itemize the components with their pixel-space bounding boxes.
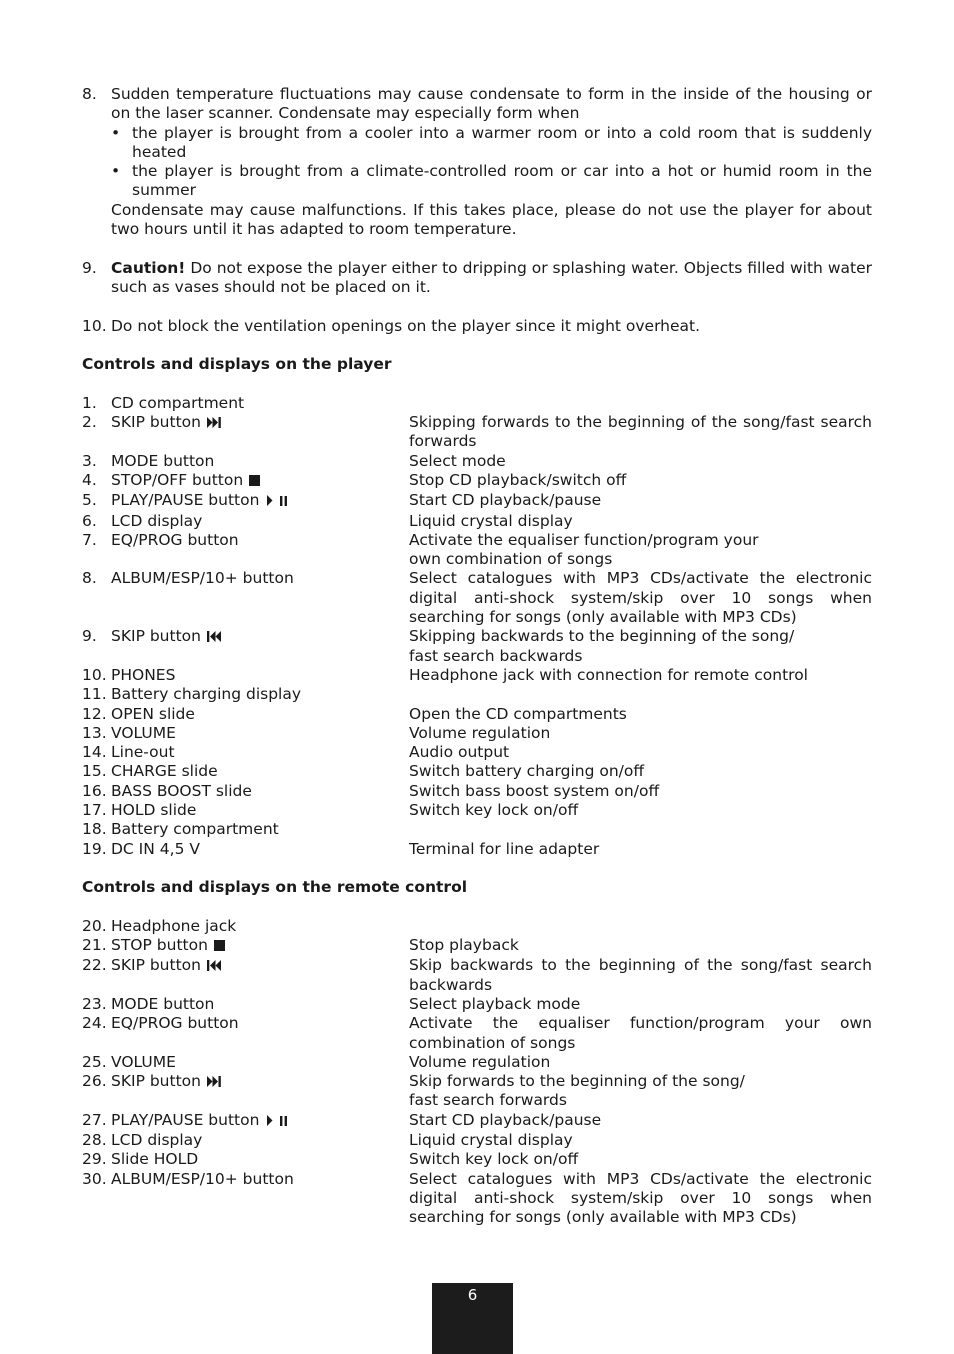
control-row bbox=[82, 1053, 872, 1072]
control-label bbox=[82, 413, 409, 452]
control-description: Switch key lock on/off bbox=[409, 800, 579, 819]
item-followup-text: Condensate may cause malfunctions. If this takes place, please do not use the player for about two hours until it has adapted to room temperature. bbox=[111, 200, 872, 239]
control-number: 13. bbox=[82, 723, 107, 742]
control-row bbox=[82, 471, 872, 491]
control-name-text: MODE button bbox=[111, 994, 215, 1013]
control-number: 9. bbox=[82, 627, 97, 646]
control-number: 12. bbox=[82, 704, 107, 723]
control-name bbox=[111, 531, 239, 570]
control-name bbox=[111, 491, 289, 511]
control-number: 7. bbox=[82, 530, 97, 549]
control-row bbox=[82, 724, 872, 743]
control-number: 26. bbox=[82, 1072, 107, 1091]
control-description bbox=[409, 820, 872, 839]
item-content bbox=[111, 85, 872, 239]
control-name bbox=[111, 1150, 198, 1169]
item-text: Do not block the ventilation openings on the player since it might overheat. bbox=[111, 316, 701, 335]
control-name bbox=[111, 627, 221, 666]
control-name-text: PLAY/PAUSE button bbox=[111, 1110, 260, 1129]
control-name bbox=[111, 762, 218, 781]
control-row bbox=[82, 531, 872, 570]
bullet-icon: • bbox=[111, 123, 121, 142]
control-description: Skipping forwards to the beginning of the song/fast search forwards bbox=[409, 413, 872, 451]
control-name-text: SKIP button bbox=[111, 956, 201, 975]
control-name bbox=[111, 801, 196, 820]
control-description bbox=[409, 685, 872, 704]
stop-icon bbox=[214, 937, 225, 956]
control-label bbox=[82, 782, 409, 801]
control-row bbox=[82, 1072, 872, 1111]
control-name-text: Battery compartment bbox=[111, 820, 279, 839]
item-number: 10. bbox=[82, 316, 107, 335]
control-row bbox=[82, 840, 872, 859]
control-number: 30. bbox=[82, 1169, 107, 1188]
control-label bbox=[82, 627, 409, 666]
control-description: Switch battery charging on/off bbox=[409, 762, 645, 781]
control-label bbox=[82, 531, 409, 570]
control-row bbox=[82, 705, 872, 724]
control-row bbox=[82, 782, 872, 801]
control-row bbox=[82, 820, 872, 839]
control-number: 22. bbox=[82, 956, 107, 975]
control-name bbox=[111, 512, 202, 531]
play-pause-icon bbox=[265, 492, 289, 511]
control-number: 8. bbox=[82, 569, 97, 588]
control-name-text: BASS BOOST slide bbox=[111, 781, 252, 800]
control-description: Headphone jack with connection for remote control bbox=[409, 665, 808, 684]
control-label bbox=[82, 1150, 409, 1169]
control-name-text: Headphone jack bbox=[111, 916, 237, 935]
remote-controls-heading: Controls and displays on the remote control bbox=[82, 878, 468, 897]
control-label bbox=[82, 705, 409, 724]
control-number: 25. bbox=[82, 1052, 107, 1071]
control-label bbox=[82, 471, 409, 491]
control-description bbox=[409, 394, 872, 413]
control-row bbox=[82, 491, 872, 511]
control-description: Terminal for line adapter bbox=[409, 839, 600, 858]
control-label bbox=[82, 956, 409, 995]
control-name-text: Line-out bbox=[111, 743, 175, 762]
remote-controls-list bbox=[82, 917, 872, 1228]
control-description: Volume regulation bbox=[409, 723, 551, 742]
control-name bbox=[111, 471, 260, 491]
control-number: 10. bbox=[82, 665, 107, 684]
skip-back-icon bbox=[207, 628, 221, 647]
control-name-text: SKIP button bbox=[111, 413, 201, 432]
skip-forward-icon bbox=[207, 414, 221, 433]
control-description bbox=[409, 917, 872, 936]
control-label bbox=[82, 685, 409, 704]
control-name-text: Battery charging display bbox=[111, 685, 302, 704]
item-content bbox=[111, 259, 872, 298]
control-label bbox=[82, 801, 409, 820]
control-description: Volume regulation bbox=[409, 1052, 551, 1071]
control-row bbox=[82, 512, 872, 531]
control-number: 18. bbox=[82, 820, 107, 839]
control-label bbox=[82, 394, 409, 413]
control-label bbox=[82, 569, 409, 627]
control-name-text: STOP/OFF button bbox=[111, 470, 244, 489]
control-row bbox=[82, 1131, 872, 1150]
control-row bbox=[82, 743, 872, 762]
control-number: 11. bbox=[82, 685, 107, 704]
control-label bbox=[82, 743, 409, 762]
control-number: 1. bbox=[82, 393, 97, 412]
stop-icon bbox=[249, 472, 260, 491]
control-name bbox=[111, 685, 301, 704]
control-name bbox=[111, 1170, 294, 1228]
control-name bbox=[111, 936, 225, 956]
control-description: Open the CD compartments bbox=[409, 704, 627, 723]
control-name-text: PHONES bbox=[111, 665, 176, 684]
control-label bbox=[82, 840, 409, 859]
control-row bbox=[82, 413, 872, 452]
control-number: 17. bbox=[82, 800, 107, 819]
control-description: Start CD playback/pause bbox=[409, 1110, 602, 1129]
control-description: Liquid crystal display bbox=[409, 511, 573, 530]
control-name bbox=[111, 1131, 202, 1150]
control-number: 6. bbox=[82, 511, 97, 530]
control-number: 19. bbox=[82, 839, 107, 858]
control-label bbox=[82, 936, 409, 956]
control-description: Switch bass boost system on/off bbox=[409, 781, 660, 800]
skip-back-icon bbox=[207, 957, 221, 976]
item-text: Do not expose the player either to dripping or splashing water. Objects filled with water such as vases should not be placed on it. bbox=[111, 258, 872, 296]
control-name bbox=[111, 1014, 239, 1053]
control-row bbox=[82, 569, 872, 627]
control-description: Skipping backwards to the beginning of the song/ fast search backwards bbox=[409, 627, 795, 665]
control-number: 2. bbox=[82, 413, 97, 432]
control-number: 5. bbox=[82, 491, 97, 510]
control-row bbox=[82, 394, 872, 413]
control-description: Skip forwards to the beginning of the song/ fast search forwards bbox=[409, 1072, 745, 1110]
control-label bbox=[82, 491, 409, 511]
control-name bbox=[111, 840, 200, 859]
control-row bbox=[82, 917, 872, 936]
control-row bbox=[82, 801, 872, 820]
control-description: Select playback mode bbox=[409, 994, 581, 1013]
control-label bbox=[82, 1111, 409, 1131]
control-number: 3. bbox=[82, 451, 97, 470]
control-name bbox=[111, 724, 176, 743]
control-name bbox=[111, 666, 175, 685]
control-description: Start CD playback/pause bbox=[409, 491, 602, 510]
control-name bbox=[111, 995, 214, 1014]
control-number: 4. bbox=[82, 470, 97, 489]
bullet-item: • the player is brought from a cooler into a warmer room or into a cold room that is suddenly heated bbox=[111, 123, 872, 161]
control-name-text: VOLUME bbox=[111, 723, 176, 742]
control-name bbox=[111, 452, 214, 471]
control-row bbox=[82, 956, 872, 995]
control-number: 23. bbox=[82, 994, 107, 1013]
control-row bbox=[82, 995, 872, 1014]
control-description: Select catalogues with MP3 CDs/activate the electronic digital anti-shock system/skip over 10 songs when searching for songs (only available with MP3 CDs) bbox=[409, 1169, 872, 1227]
item-number: 9. bbox=[82, 258, 97, 277]
control-row bbox=[82, 1014, 872, 1053]
play-pause-icon bbox=[265, 1112, 289, 1131]
control-number: 24. bbox=[82, 1014, 107, 1033]
control-label bbox=[82, 820, 409, 839]
control-name bbox=[111, 956, 221, 995]
control-name bbox=[111, 743, 175, 762]
control-name bbox=[111, 569, 294, 627]
control-name-text: CHARGE slide bbox=[111, 762, 218, 781]
safety-item-8 bbox=[82, 85, 872, 239]
control-name bbox=[111, 1072, 221, 1111]
control-number: 15. bbox=[82, 762, 107, 781]
control-number: 20. bbox=[82, 916, 107, 935]
control-name bbox=[111, 1053, 176, 1072]
control-label bbox=[82, 1170, 409, 1228]
item-text: Sudden temperature fluctuations may cause condensate to form in the inside of the housing or on the laser scanner. Condensate may especially form when bbox=[111, 85, 872, 123]
control-row bbox=[82, 1111, 872, 1131]
bullet-list bbox=[111, 124, 872, 201]
control-name bbox=[111, 917, 236, 936]
control-name bbox=[111, 820, 279, 839]
control-label bbox=[82, 724, 409, 743]
control-name-text: LCD display bbox=[111, 1131, 203, 1150]
bullet-item: • the player is brought from a climate-controlled room or car into a hot or humid room in the summer bbox=[111, 162, 872, 200]
control-label bbox=[82, 1053, 409, 1072]
control-description: Stop CD playback/switch off bbox=[409, 470, 627, 489]
control-description: Switch key lock on/off bbox=[409, 1150, 579, 1169]
control-label bbox=[82, 1014, 409, 1053]
item-number: 8. bbox=[82, 85, 97, 103]
control-name-text: DC IN 4,5 V bbox=[111, 839, 200, 858]
control-label bbox=[82, 512, 409, 531]
control-description: Activate the equaliser function/program your own combination of songs bbox=[409, 1014, 872, 1052]
control-label bbox=[82, 762, 409, 781]
control-name-text: STOP button bbox=[111, 936, 208, 955]
control-label bbox=[82, 452, 409, 471]
control-row bbox=[82, 666, 872, 685]
control-name-text: SKIP button bbox=[111, 627, 201, 646]
control-name-text: EQ/PROG button bbox=[111, 530, 239, 549]
control-description: Audio output bbox=[409, 743, 510, 762]
player-controls-heading: Controls and displays on the player bbox=[82, 355, 392, 374]
skip-forward-icon bbox=[207, 1073, 221, 1092]
control-row bbox=[82, 936, 872, 956]
control-row bbox=[82, 1150, 872, 1169]
control-name-text: Slide HOLD bbox=[111, 1150, 199, 1169]
document-body bbox=[82, 85, 872, 1228]
control-label bbox=[82, 917, 409, 936]
control-name-text: VOLUME bbox=[111, 1052, 176, 1071]
control-name-text: OPEN slide bbox=[111, 704, 195, 723]
control-name bbox=[111, 394, 244, 413]
control-name-text: HOLD slide bbox=[111, 800, 197, 819]
player-controls-list bbox=[82, 394, 872, 859]
control-label bbox=[82, 666, 409, 685]
control-row bbox=[82, 762, 872, 781]
control-number: 21. bbox=[82, 936, 107, 955]
control-description: Activate the equaliser function/program your own combination of songs bbox=[409, 530, 759, 569]
control-description: Skip backwards to the beginning of the song/fast search backwards bbox=[409, 956, 872, 994]
control-row bbox=[82, 452, 872, 471]
safety-item-9 bbox=[82, 259, 872, 298]
control-number: 16. bbox=[82, 781, 107, 800]
control-description: Select mode bbox=[409, 451, 506, 470]
control-number: 14. bbox=[82, 743, 107, 762]
control-name-text: CD compartment bbox=[111, 393, 245, 412]
control-name-text: ALBUM/ESP/10+ button bbox=[111, 1169, 294, 1188]
page-number: 6 bbox=[432, 1283, 513, 1354]
control-name-text: EQ/PROG button bbox=[111, 1014, 239, 1033]
caution-label: Caution! bbox=[111, 258, 186, 277]
control-description: Liquid crystal display bbox=[409, 1131, 573, 1150]
control-name bbox=[111, 1111, 289, 1131]
control-label bbox=[82, 1131, 409, 1150]
control-row bbox=[82, 627, 872, 666]
control-name-text: SKIP button bbox=[111, 1072, 201, 1091]
control-name-text: ALBUM/ESP/10+ button bbox=[111, 569, 294, 588]
control-name bbox=[111, 782, 252, 801]
bullet-icon: • bbox=[111, 162, 121, 181]
control-description: Select catalogues with MP3 CDs/activate the electronic digital anti-shock system/skip over 10 songs when searching for songs (only available with MP3 CDs) bbox=[409, 569, 872, 627]
control-number: 29. bbox=[82, 1150, 107, 1169]
control-name bbox=[111, 413, 221, 452]
control-name bbox=[111, 705, 195, 724]
control-row bbox=[82, 1170, 872, 1228]
control-name-text: LCD display bbox=[111, 511, 203, 530]
control-number: 28. bbox=[82, 1131, 107, 1150]
control-name-text: PLAY/PAUSE button bbox=[111, 491, 260, 510]
control-description: Stop playback bbox=[409, 936, 519, 955]
safety-item-10 bbox=[82, 317, 872, 336]
control-number: 27. bbox=[82, 1110, 107, 1129]
control-name-text: MODE button bbox=[111, 451, 215, 470]
control-label bbox=[82, 995, 409, 1014]
control-label bbox=[82, 1072, 409, 1111]
control-row bbox=[82, 685, 872, 704]
